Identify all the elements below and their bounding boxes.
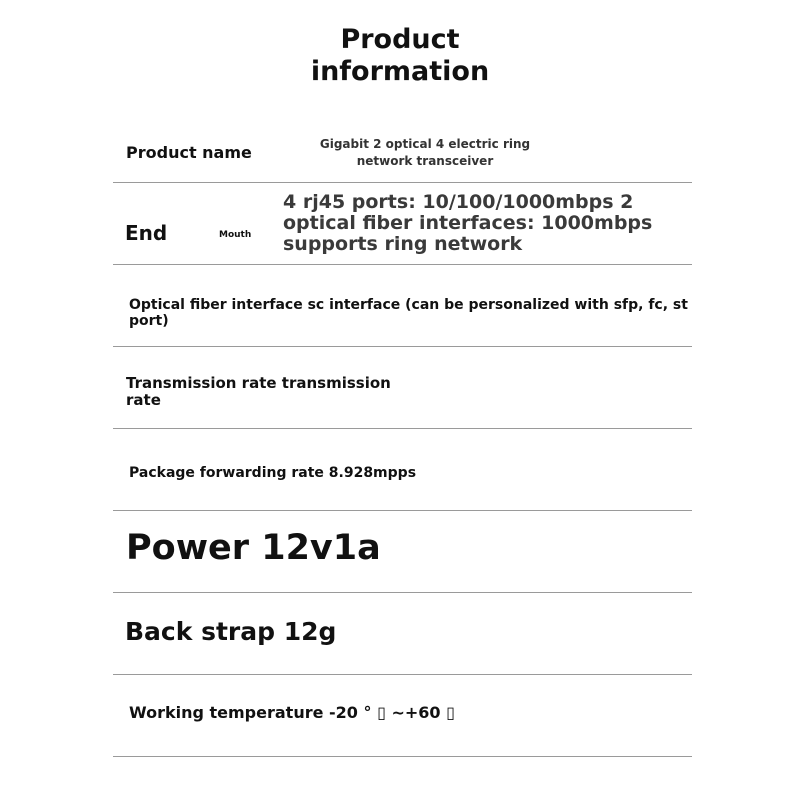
product-name-value: Gigabit 2 optical 4 electric ring network transceiver bbox=[319, 137, 531, 168]
ports-label: End bbox=[125, 221, 168, 245]
back-strap-text: Back strap 12g bbox=[125, 617, 337, 646]
working-temperature-text: Working temperature -20 ° ▯ ~+60 ▯ bbox=[129, 703, 455, 722]
ports-value: 4 rj45 ports: 10/100/1000mbps 2 optical fiber interfaces: 1000mbps supports ring network bbox=[283, 191, 653, 255]
row-divider bbox=[113, 756, 692, 757]
row-divider bbox=[113, 264, 692, 265]
row-divider bbox=[113, 428, 692, 429]
page-title bbox=[0, 24, 800, 88]
row-divider bbox=[113, 510, 692, 511]
title-line-1: Product bbox=[340, 24, 460, 55]
product-name-label: Product name bbox=[126, 143, 252, 162]
row-divider bbox=[113, 182, 692, 183]
row-divider bbox=[113, 346, 692, 347]
transmission-rate-text: Transmission rate transmission rate bbox=[126, 374, 391, 409]
fiber-interface-text: Optical fiber interface sc interface (can be personalized with sfp, fc, st port) bbox=[129, 297, 688, 329]
power-text: Power 12v1a bbox=[126, 528, 381, 568]
ports-sublabel: Mouth bbox=[219, 230, 252, 240]
row-divider bbox=[113, 674, 692, 675]
title-line-2: information bbox=[310, 56, 490, 87]
row-divider bbox=[113, 592, 692, 593]
forwarding-rate-text: Package forwarding rate 8.928mpps bbox=[129, 465, 417, 481]
